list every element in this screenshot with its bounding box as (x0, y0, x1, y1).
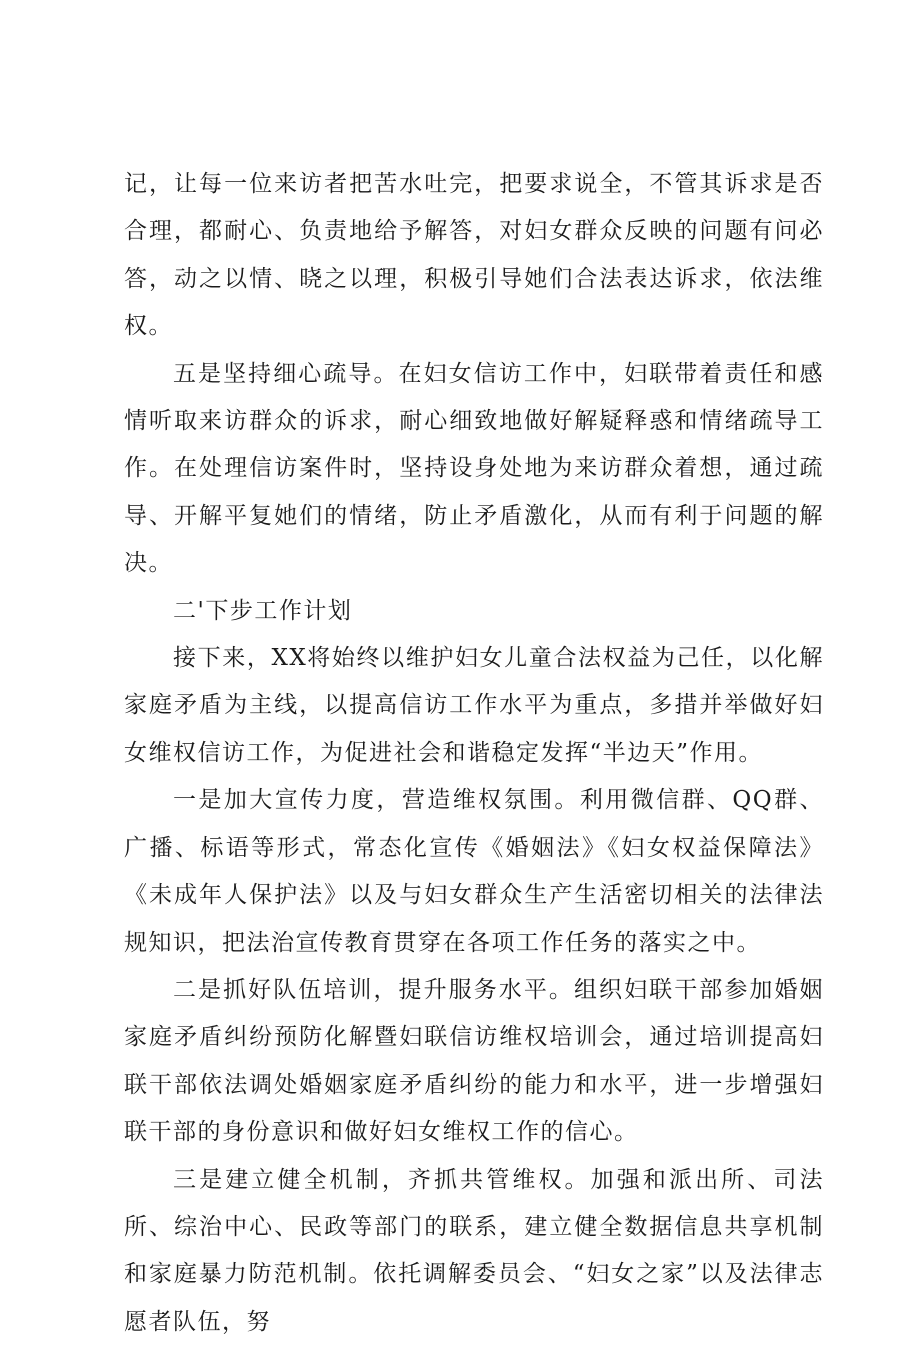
paragraph-fifth-point: 五是坚持细心疏导。在妇女信访工作中，妇联带着责任和感情听取来访群众的诉求，耐心细致地做好解疑释惑和情绪疏导工作。在处理信访案件时，坚持设身处地为来访群众着想，通过疏导、开解平复她们的情绪，防止矛盾激化，从而有利于问题的解决。 (124, 360, 824, 577)
paragraph-plan-two: 二是抓好队伍培训，提升服务水平。组织妇联干部参加婚姻家庭矛盾纠纷预防化解暨妇联信访维权培训会，通过培训提高妇联干部依法调处婚姻家庭矛盾纠纷的能力和水平，进一步增强妇联干部的身份意识和做好妇女维权工作的信心。 (124, 976, 824, 1146)
document-body (124, 161, 824, 1346)
paragraph-plan-three: 三是建立健全机制，齐抓共管维权。加强和派出所、司法所、综治中心、民政等部门的联系，建立健全数据信息共享机制和家庭暴力防范机制。依托调解委员会、“妇女之家”以及法律志愿者队伍，努 (124, 1166, 824, 1335)
paragraph-next-steps-intro: 接下来，XX将始终以维护妇女儿童合法权益为己任，以化解家庭矛盾为主线，以提高信访工作水平为重点，多措并举做好妇女维权信访工作，为促进社会和谐稳定发挥“半边天”作用。 (124, 645, 824, 766)
paragraph-plan-one: 一是加大宣传力度，营造维权氛围。利用微信群、QQ群、广播、标语等形式，常态化宣传《婚姻法》《妇女权益保障法》《未成年人保护法》以及与妇女群众生产生活密切相关的法律法规知识，把法治宣传教育贯穿在各项工作任务的落实之中。 (124, 787, 824, 956)
section-heading-next-steps: 二'下步工作计划 (173, 597, 353, 624)
paragraph-continuation: 记，让每一位来访者把苦水吐完，把要求说全，不管其诉求是否合理，都耐心、负责地给予解答，对妇女群众反映的问题有问必答，动之以情、晓之以理，积极引导她们合法表达诉求，依法维权。 (124, 171, 824, 340)
